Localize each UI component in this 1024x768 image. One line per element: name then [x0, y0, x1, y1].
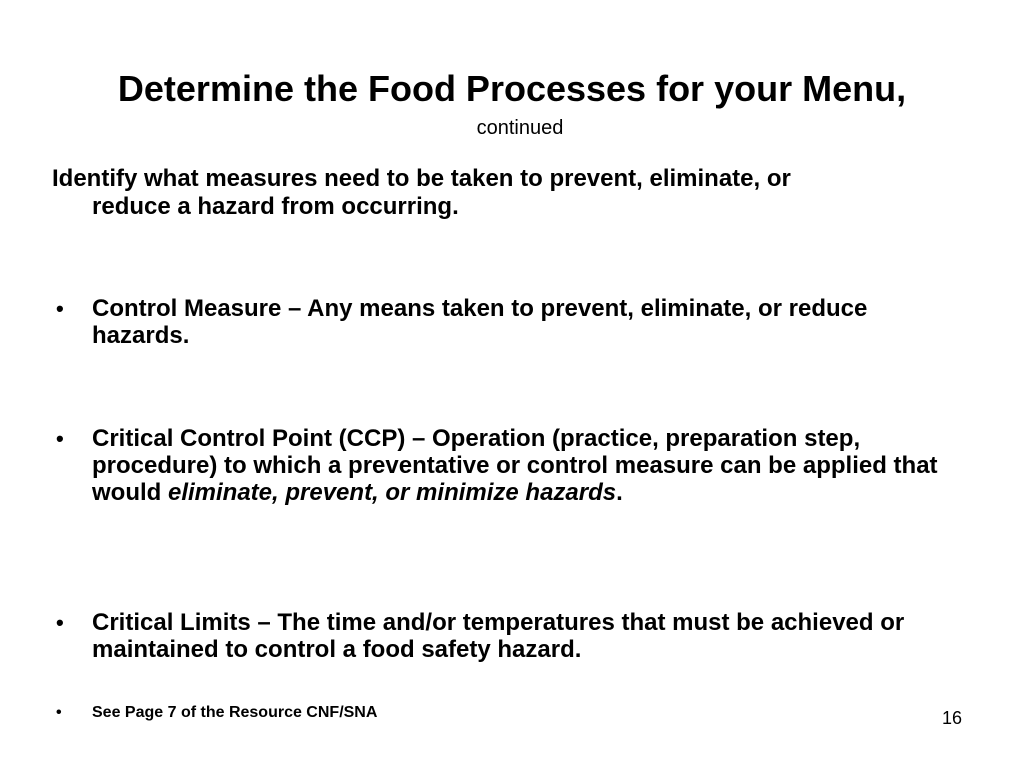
- bullet-text: See Page 7 of the Resource CNF/SNA: [92, 704, 378, 721]
- bullet-text-italic: eliminate, prevent, or minimize hazards: [167, 479, 617, 506]
- bullet-text-end: .: [616, 479, 623, 506]
- bullet-resource-reference: [52, 703, 952, 723]
- intro-line-2: reduce a hazard from occurring.: [92, 193, 459, 220]
- slide-title: Determine the Food Processes for your Menu,: [117, 68, 907, 109]
- slide-subtitle: continued: [476, 117, 564, 139]
- page-number: 16: [941, 708, 962, 728]
- bullet-critical-control-point: [52, 425, 952, 506]
- bullet-marker: •: [56, 426, 64, 451]
- bullet-marker: •: [56, 296, 64, 321]
- bullet-critical-limits: [52, 609, 952, 663]
- bullet-marker: •: [56, 610, 64, 635]
- bullet-text: [92, 425, 952, 506]
- bullet-text: Critical Limits – The time and/or temperatures that must be achieved or maintained to control a food safety hazard.: [92, 609, 905, 663]
- intro-line-1: Identify what measures need to be taken to prevent, eliminate, or: [52, 165, 791, 192]
- intro-paragraph: [52, 165, 972, 221]
- bullet-marker: •: [56, 704, 62, 721]
- bullet-control-measure: [52, 295, 952, 349]
- bullet-text-plain: Critical Control Point (CCP) – Operation (practice, preparation step, procedure) to which a preventative or control measure can be applied that would: [92, 425, 938, 506]
- bullet-text: Control Measure – Any means taken to prevent, eliminate, or reduce hazards.: [92, 295, 868, 349]
